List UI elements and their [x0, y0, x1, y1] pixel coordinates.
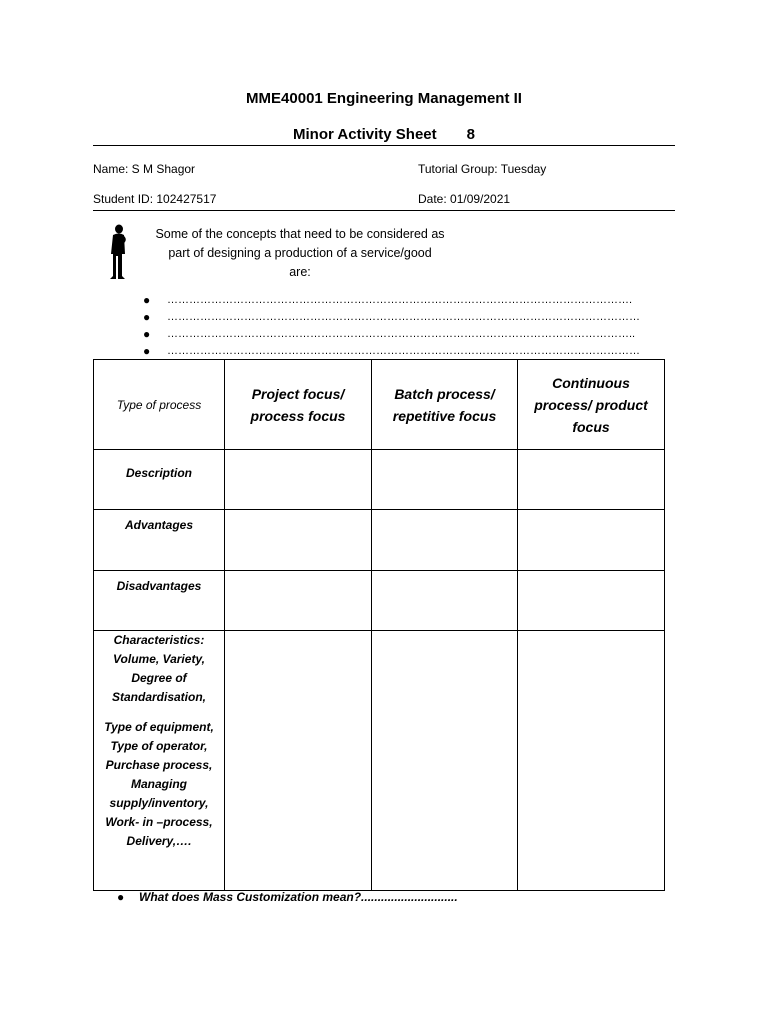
date: Date: 01/09/2021	[418, 192, 511, 206]
tutorial-group: Tutorial Group: Tuesday	[418, 162, 547, 176]
sheet-title-text: Minor Activity Sheet	[293, 126, 437, 143]
bullet-icon: ●	[143, 344, 151, 358]
table-row	[94, 510, 665, 571]
student-id: Student ID: 102427517	[93, 192, 217, 206]
table-header-row	[94, 360, 665, 450]
table-row	[94, 450, 665, 510]
table-row	[94, 631, 665, 891]
answer-cell[interactable]	[372, 571, 518, 631]
list-item[interactable]: ● ………………………………………………………………………………………………………………..	[143, 327, 636, 341]
process-table	[93, 359, 665, 891]
sheet-title	[0, 126, 768, 143]
bullet-icon: ●	[143, 327, 151, 341]
intro-line-1: Some of the concepts that need to be considered as	[155, 227, 445, 241]
bullet-icon: ●	[143, 293, 151, 307]
header-project-focus: Project focus/ process focus	[225, 360, 372, 450]
concept-bullet-list	[140, 292, 640, 360]
answer-cell[interactable]	[372, 450, 518, 510]
answer-cell[interactable]	[225, 450, 372, 510]
info-divider	[93, 210, 675, 211]
sheet-number: 8	[466, 126, 475, 143]
header-batch-process: Batch process/ repetitive focus	[372, 360, 518, 450]
list-item[interactable]: ● …………………………………………………………………………………………………………………	[143, 310, 640, 324]
intro-text	[140, 225, 460, 282]
course-title: MME40001 Engineering Management II	[246, 90, 522, 107]
student-name: Name: S M Shagor	[93, 162, 196, 176]
answer-cell[interactable]	[225, 571, 372, 631]
table-row	[94, 571, 665, 631]
mass-customization-question: ● What does Mass Customization mean?.............................	[117, 890, 458, 904]
answer-cell[interactable]	[372, 631, 518, 891]
answer-cell[interactable]	[518, 510, 665, 571]
row-label-characteristics: Characteristics: Volume, Variety, Degree of Standardisation, Type of equipment, Type of operator, Purchase process, Managing supply/inventory, Work- in –process, Delivery,….	[94, 631, 225, 891]
list-item[interactable]: ● ……………………………………………………………………………………………………………….	[143, 293, 633, 307]
row-label-advantages: Advantages	[94, 510, 225, 571]
list-item[interactable]: ● …………………………………………………………………………………………………………………	[143, 344, 640, 358]
answer-cell[interactable]	[225, 510, 372, 571]
bullet-icon: ●	[143, 310, 151, 324]
header-divider	[93, 145, 675, 146]
answer-cell[interactable]	[225, 631, 372, 891]
row-label-disadvantages: Disadvantages	[94, 571, 225, 631]
answer-cell[interactable]	[518, 450, 665, 510]
header-continuous-process: Continuous process/ product focus	[518, 360, 665, 450]
thinking-person-icon	[106, 224, 130, 280]
intro-line-2: part of designing a production of a service/good	[168, 246, 432, 260]
answer-cell[interactable]	[372, 510, 518, 571]
intro-line-3: are:	[289, 265, 311, 279]
bullet-icon: ●	[117, 890, 125, 904]
row-label-description: Description	[94, 450, 225, 510]
header-type-of-process: Type of process	[94, 360, 225, 450]
answer-cell[interactable]	[518, 631, 665, 891]
answer-cell[interactable]	[518, 571, 665, 631]
